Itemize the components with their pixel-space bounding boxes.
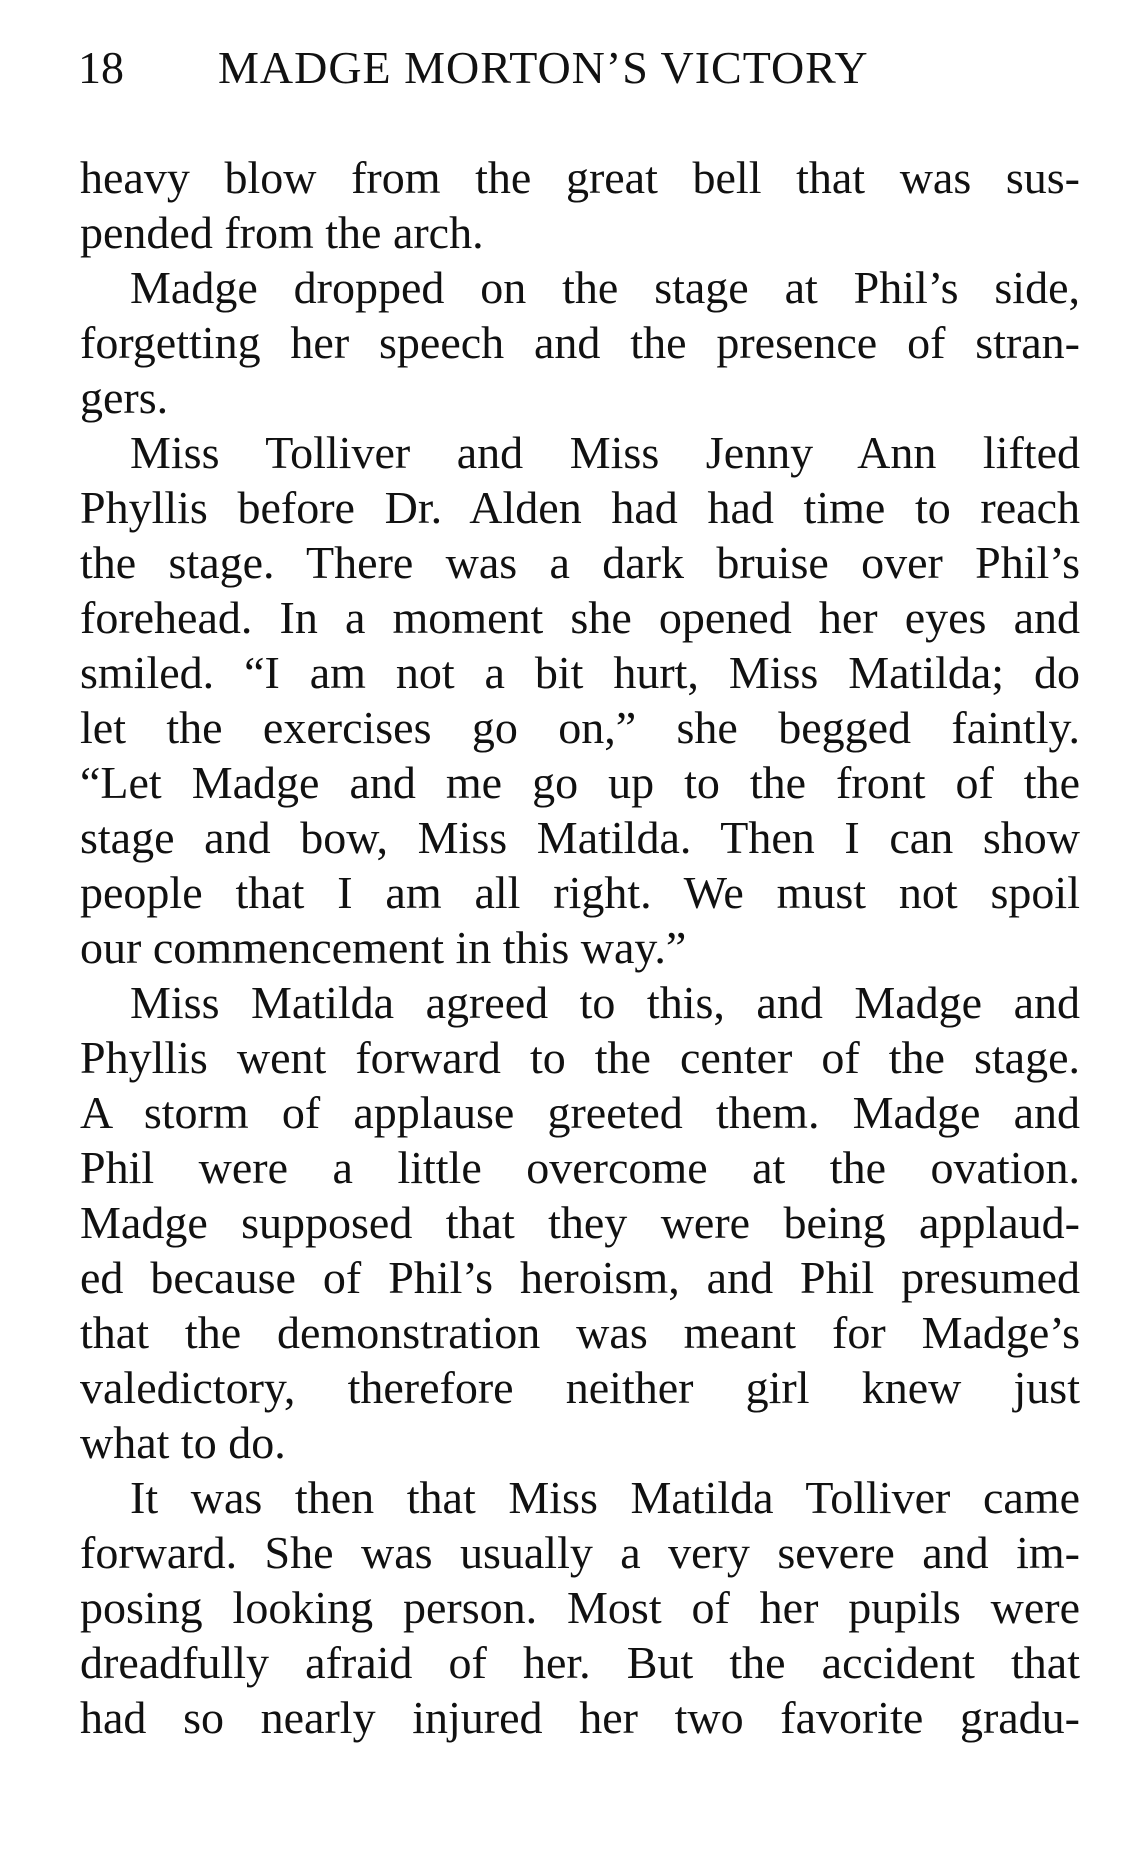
text-line: Miss Tolliver and Miss Jenny Ann lifted <box>130 427 1080 478</box>
book-title: MADGE MORTON’S VICTORY <box>218 42 869 93</box>
text-line: dreadfully afraid of her. But the accident that <box>80 1637 1080 1688</box>
text-line: “Let Madge and me go up to the front of the <box>80 757 1080 808</box>
page-number: 18 <box>78 42 124 93</box>
text-line: ed because of Phil’s heroism, and Phil presumed <box>80 1252 1080 1303</box>
text-line: Phyllis before Dr. Alden had had time to reach <box>80 482 1080 533</box>
text-line: Phil were a little overcome at the ovation. <box>80 1142 1080 1193</box>
text-line: forgetting her speech and the presence of stran- <box>80 317 1080 368</box>
text-line: valedictory, therefore neither girl knew just <box>80 1362 1080 1413</box>
text-line: let the exercises go on,” she begged faintly. <box>80 702 1080 753</box>
text-line: the stage. There was a dark bruise over Phil’s <box>80 537 1080 588</box>
text-line: stage and bow, Miss Matilda. Then I can show <box>80 812 1080 863</box>
text-line: Madge dropped on the stage at Phil’s side, <box>130 262 1080 313</box>
text-line: A storm of applause greeted them. Madge and <box>80 1087 1080 1138</box>
text-line: heavy blow from the great bell that was sus- <box>80 152 1080 203</box>
text-line: Phyllis went forward to the center of the stage. <box>80 1032 1080 1083</box>
text-line: people that I am all right. We must not spoil <box>80 867 1080 918</box>
running-head <box>78 38 1078 98</box>
text-line: what to do. <box>80 1417 286 1468</box>
text-line: forward. She was usually a very severe and im- <box>80 1527 1080 1578</box>
text-line: that the demonstration was meant for Madge’s <box>80 1307 1080 1358</box>
text-line: pended from the arch. <box>80 207 484 258</box>
text-line: posing looking person. Most of her pupils were <box>80 1582 1080 1633</box>
text-line: smiled. “I am not a bit hurt, Miss Matilda; do <box>80 647 1080 698</box>
text-line: gers. <box>80 372 169 423</box>
text-line: It was then that Miss Matilda Tolliver came <box>130 1472 1080 1523</box>
text-line: Madge supposed that they were being applaud- <box>80 1197 1080 1248</box>
body-text <box>80 150 1080 1745</box>
text-line: forehead. In a moment she opened her eyes and <box>80 592 1080 643</box>
text-line: Miss Matilda agreed to this, and Madge and <box>130 977 1080 1028</box>
text-line: had so nearly injured her two favorite gradu- <box>80 1692 1080 1743</box>
text-line: our commencement in this way.” <box>80 922 687 973</box>
